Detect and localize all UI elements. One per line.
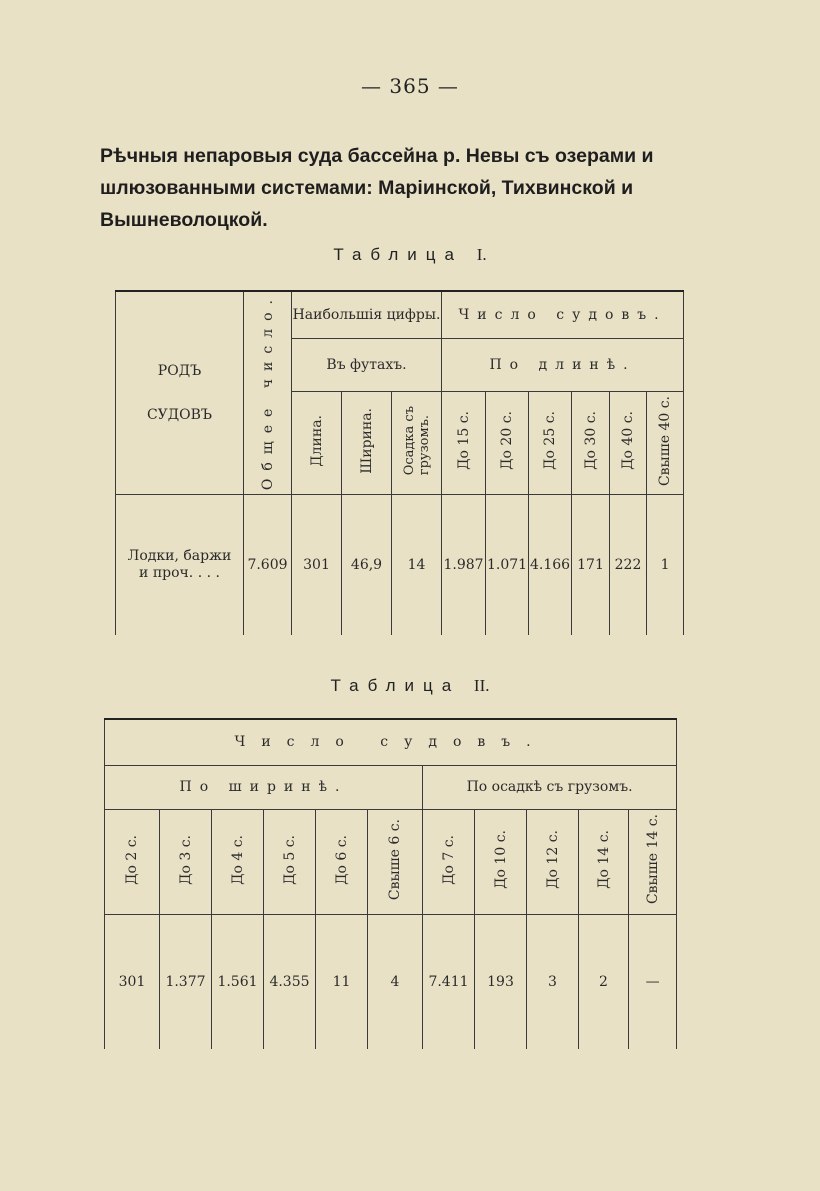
len-col-header (486, 391, 529, 495)
row-name-line1: Лодки, баржи (127, 547, 232, 564)
table-cell: 1.377 (160, 914, 212, 1049)
table1-caption-word: Таблица (333, 245, 463, 264)
len-col-header (442, 391, 486, 495)
table1-caption-number: I. (476, 245, 487, 264)
len-col-label: До 30 с. (582, 411, 599, 471)
length-header: По длинѣ. (442, 339, 684, 391)
draft-col-header (629, 809, 677, 914)
max-header: Наибольшія цифры. (292, 291, 442, 339)
width-col-label: До 3 с. (177, 834, 194, 885)
draft-header: По осадкѣ съ грузомъ. (423, 765, 677, 809)
width-col-label: До 6 с. (333, 834, 350, 885)
len-col-header (610, 391, 647, 495)
row-header-line2: СУДОВЪ (146, 407, 213, 424)
col-draft-line1: Осадка съ (401, 406, 417, 476)
count-header: Число судовъ. (105, 719, 677, 765)
width-col-label: Свыше 6 с. (387, 818, 403, 901)
table-cell: 4.355 (264, 914, 316, 1049)
table-cell: 171 (572, 495, 610, 635)
width-col-label: До 5 с. (281, 834, 298, 885)
width-col-header (105, 809, 160, 914)
count-header: Число судовъ. (442, 291, 684, 339)
table-cell: 11 (316, 914, 368, 1049)
draft-col-label: До 12 с. (544, 830, 561, 889)
draft-col-header (475, 809, 527, 914)
col-width: Ширина. (358, 408, 375, 474)
draft-col-header (423, 809, 475, 914)
table-cell: 14 (392, 495, 442, 635)
len-col-label: До 40 с. (620, 411, 637, 471)
table-cell: 7.609 (244, 495, 292, 635)
table-cell: 4 (368, 914, 423, 1049)
draft-col-label: До 10 с. (492, 830, 509, 889)
width-col-label: До 2 с. (124, 834, 140, 885)
width-col-header (160, 809, 212, 914)
table-cell: 46,9 (342, 495, 392, 635)
draft-col-label: Свыше 14 с. (644, 814, 661, 905)
table-cell: 1.071 (486, 495, 529, 635)
table-cell: 4.166 (529, 495, 572, 635)
col-length: Длина. (308, 415, 325, 467)
draft-col-label: До 14 с. (595, 830, 612, 889)
width-col-header (264, 809, 316, 914)
width-col-header (316, 809, 368, 914)
table-2 (104, 718, 677, 1049)
table2-caption-number: II. (473, 676, 490, 695)
table-cell: — (629, 914, 677, 1049)
feet-header: Въ футахъ. (292, 339, 442, 391)
page-number: — 365 — (361, 74, 459, 98)
table2-caption-word: Таблица (330, 676, 461, 695)
draft-col-label: До 7 с. (440, 834, 457, 885)
len-col-label: Свыше 40 с. (657, 395, 674, 486)
len-col-header (572, 391, 610, 495)
width-col-header (368, 809, 423, 914)
total-header: Общее число. (259, 292, 276, 491)
total-header-cell (244, 291, 292, 495)
len-col-label: До 15 с. (455, 411, 472, 471)
width-col-header (342, 391, 392, 495)
draft-col-header (527, 809, 579, 914)
table2-caption (0, 676, 820, 696)
table-cell: 7.411 (423, 914, 475, 1049)
table-cell: 301 (105, 914, 160, 1049)
len-col-label: До 20 с. (499, 411, 516, 471)
len-col-header (529, 391, 572, 495)
row-name-line2: и проч. . . . (139, 564, 220, 581)
table-1 (115, 290, 684, 635)
table-cell: 2 (579, 914, 629, 1049)
table-cell: 222 (610, 495, 647, 635)
row-name-cell (116, 495, 244, 635)
table1-caption (0, 245, 820, 265)
len-col-label: До 25 с. (542, 411, 559, 471)
width-col-label: До 4 с. (229, 834, 246, 885)
draft-col-header (392, 391, 442, 495)
len-col-header (647, 391, 684, 495)
col-draft-line2: грузомъ. (416, 415, 432, 476)
row-header-line1: РОДЪ (157, 363, 202, 380)
width-header: По ширинѣ. (105, 765, 423, 809)
table-cell: 3 (527, 914, 579, 1049)
table-cell: 301 (292, 495, 342, 635)
page-title: Рѣчныя непаровыя суда бассейна р. Невы съ озерами и шлюзованными системами: Маріинской, Тихвинской и Вышневолоцкой. (100, 145, 654, 231)
table-cell: 1.987 (442, 495, 486, 635)
table-cell: 1 (647, 495, 684, 635)
table-cell: 193 (475, 914, 527, 1049)
length-col-header (292, 391, 342, 495)
table-cell: 1.561 (212, 914, 264, 1049)
row-header-cell (116, 291, 244, 495)
width-col-header (212, 809, 264, 914)
draft-col-header (579, 809, 629, 914)
